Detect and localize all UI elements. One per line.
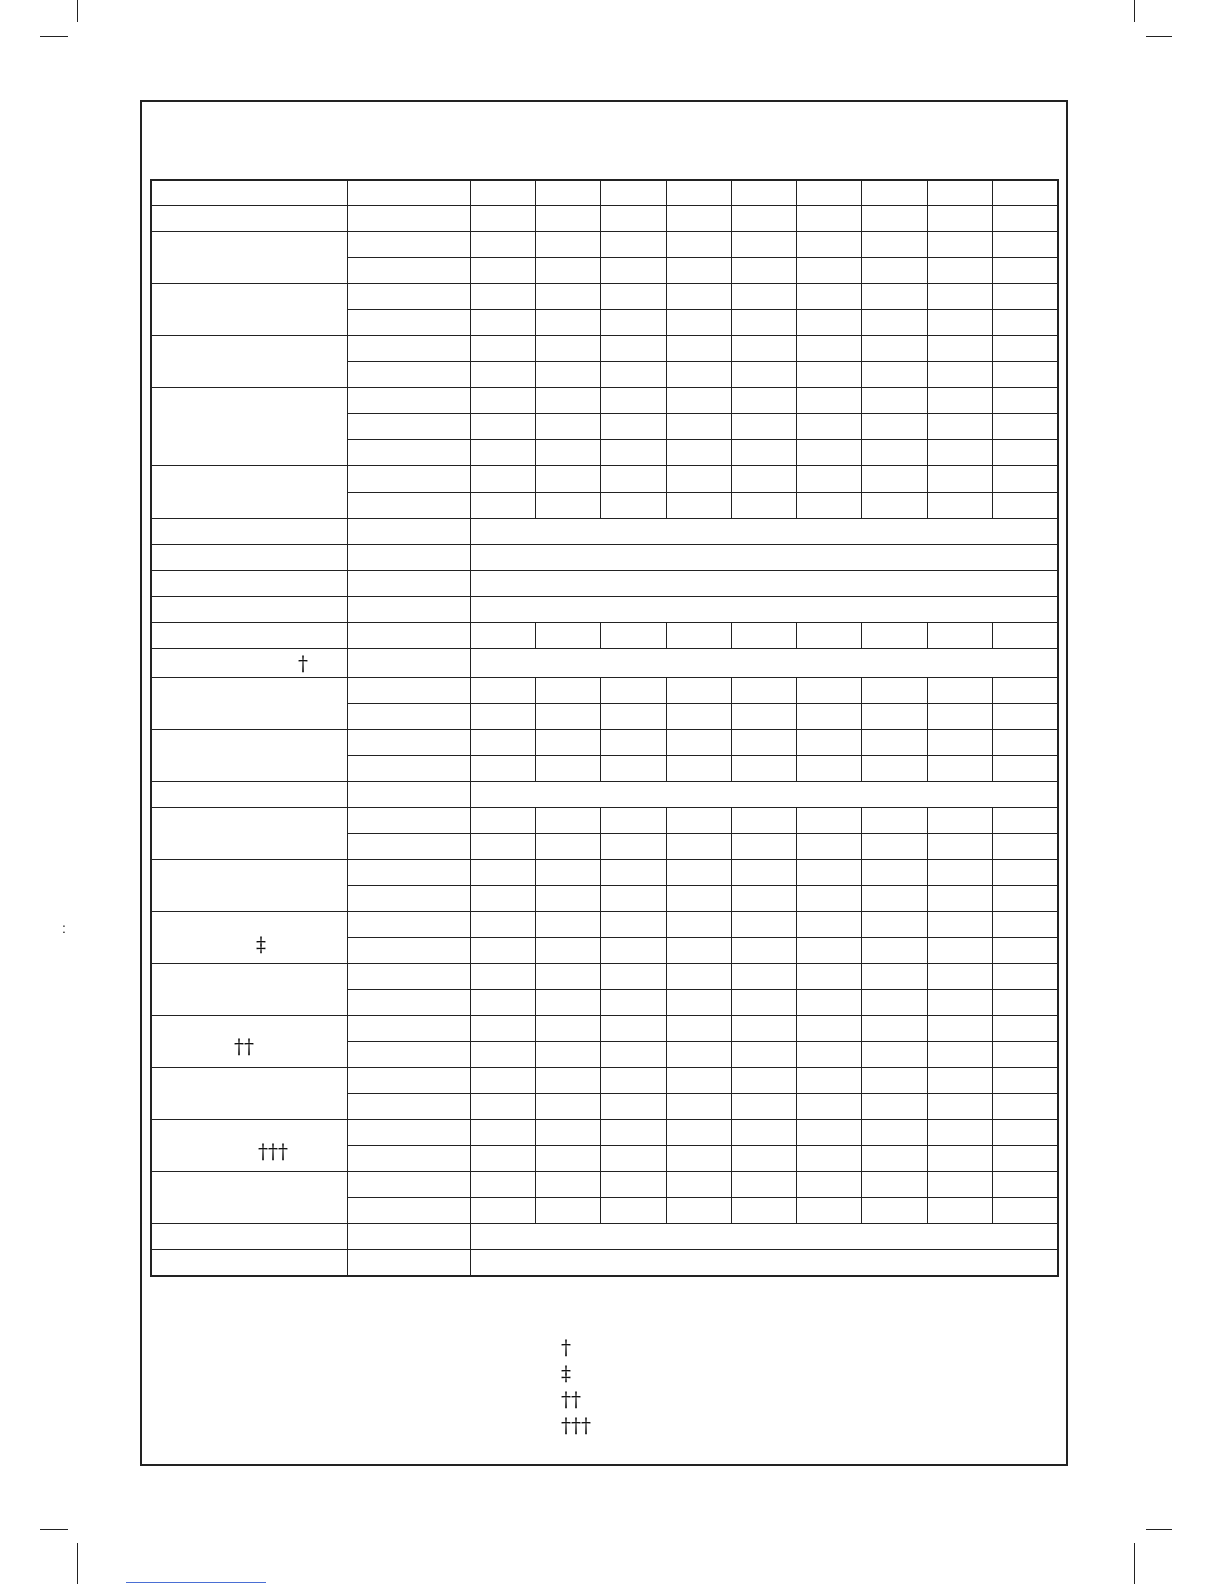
table-outer-border (150, 179, 1059, 1277)
link-underline (126, 1582, 266, 1583)
margin-mark: : (62, 920, 66, 936)
footnote-double-single: †† (561, 1387, 581, 1411)
row-double-dagger-mark: ‡ (256, 932, 266, 956)
footnote-triple: ††† (561, 1413, 591, 1437)
footnote-double-dagger: ‡ (561, 1361, 571, 1385)
row-double-single-mark: †† (234, 1034, 254, 1058)
footnote-dagger: † (561, 1335, 571, 1359)
row-dagger-mark: † (298, 651, 308, 675)
row-triple-mark: ††† (258, 1139, 288, 1163)
